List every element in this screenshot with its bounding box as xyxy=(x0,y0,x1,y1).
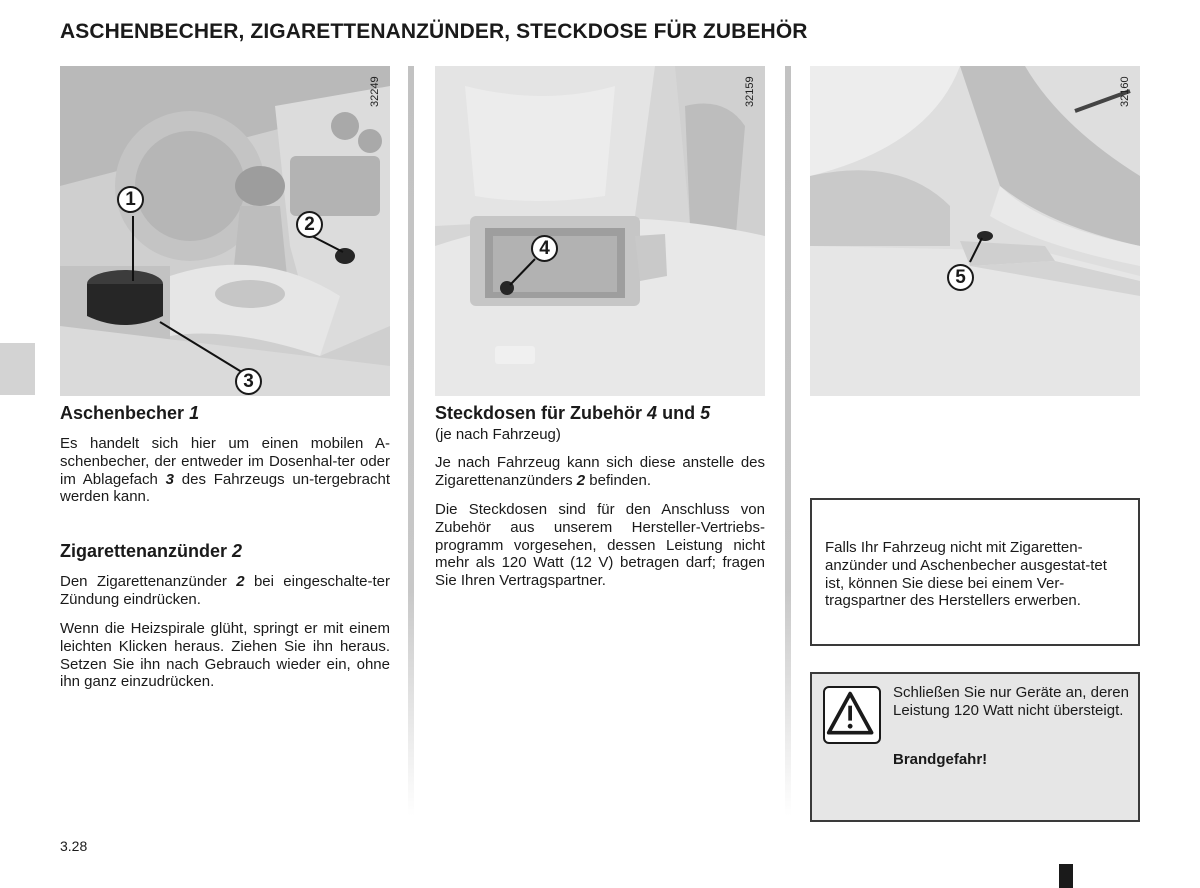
heading-sockets-and: und xyxy=(662,403,696,423)
callout-5: 5 xyxy=(947,264,974,291)
ashtray-text-end: des Fahrzeugs un-tergebracht werden kann. xyxy=(60,470,390,506)
page-number: 3.28 xyxy=(60,838,88,854)
heading-accessory-sockets xyxy=(435,403,710,424)
ashtray-ref: 3 xyxy=(165,470,174,488)
chapter-tab xyxy=(0,343,35,395)
heading-ashtray-text: Aschenbecher xyxy=(60,403,185,423)
image-reference-number: 32159 xyxy=(744,76,756,107)
info-box-text: Falls Ihr Fahrzeug nicht mit Zigaretten-anzünder und Aschenbecher ausgestat-tet ist, können Sie diese bei einem Ver-tragspartner des Herstellers erwerben. xyxy=(825,539,1107,610)
warning-triangle-icon xyxy=(823,686,881,744)
ashtray-paragraph xyxy=(60,435,390,506)
warning-box xyxy=(810,672,1140,822)
lighter-paragraph-2: Wenn die Heizspirale glüht, springt er mit einem leichten Klicken heraus. Ziehen Sie ihn heraus. Setzen Sie ihn nach Gebrauch wieder ein, ohne ihn ganz einzudrücken. xyxy=(60,620,390,691)
image-reference-number: 32249 xyxy=(369,76,381,107)
heading-sockets-number-a: 4 xyxy=(647,403,658,423)
column-divider xyxy=(408,66,414,816)
heading-lighter-number: 2 xyxy=(232,541,243,561)
heading-sockets-text: Steckdosen für Zubehör xyxy=(435,403,643,423)
sockets-ref: 2 xyxy=(576,471,586,489)
photo-center-console xyxy=(60,66,390,396)
sockets-text: Je nach Fahrzeug kann sich diese anstelle des Zigarettenanzünders xyxy=(435,454,765,489)
lighter-ref: 2 xyxy=(236,573,245,590)
lighter-text: Den Zigarettenanzünder xyxy=(60,573,227,590)
sockets-text-end: befinden. xyxy=(589,471,652,489)
sockets-paragraph-1 xyxy=(435,454,765,490)
callout-2: 2 xyxy=(296,211,323,238)
ashtray-text: Es handelt sich hier um einen mobilen A-schenbecher, der entweder im Dosenhal-ter oder im Ablagefach xyxy=(60,435,390,488)
lighter-paragraph-1 xyxy=(60,573,390,609)
heading-ashtray-number: 1 xyxy=(189,403,200,423)
heading-sockets-number-b: 5 xyxy=(700,403,711,423)
page-title: ASCHENBECHER, ZIGARETTENANZÜNDER, STECKDOSE FÜR ZUBEHÖR xyxy=(60,20,808,43)
callout-1: 1 xyxy=(117,186,144,213)
photo-armrest-socket xyxy=(435,66,765,396)
warning-text: Schließen Sie nur Geräte an, deren Leistung 120 Watt nicht übersteigt. xyxy=(893,684,1129,719)
page-edge-marker xyxy=(1059,864,1073,888)
heading-ashtray xyxy=(60,403,199,424)
heading-cigarette-lighter xyxy=(60,541,242,562)
callout-3: 3 xyxy=(235,368,262,395)
info-box xyxy=(810,498,1140,646)
callout-4: 4 xyxy=(531,235,558,262)
lighter-text-end: bei eingeschalte-ter Zündung eindrücken. xyxy=(60,573,391,608)
sockets-paragraph-2: Die Steckdosen sind für den Anschluss von Zubehör aus unserem Hersteller-Vertriebs-programm vorgesehen, dessen Leistung nicht mehr als 120 Watt (12 V) betragen darf; fragen Sie Ihren Vertragspartner. xyxy=(435,501,765,590)
column-divider xyxy=(785,66,791,816)
sockets-subtitle: (je nach Fahrzeug) xyxy=(435,426,561,443)
photo-trunk-socket xyxy=(810,66,1140,396)
heading-lighter-text: Zigarettenanzünder xyxy=(60,541,228,561)
image-reference-number: 32160 xyxy=(1119,76,1131,107)
warning-bold-text: Brandgefahr! xyxy=(893,751,988,768)
